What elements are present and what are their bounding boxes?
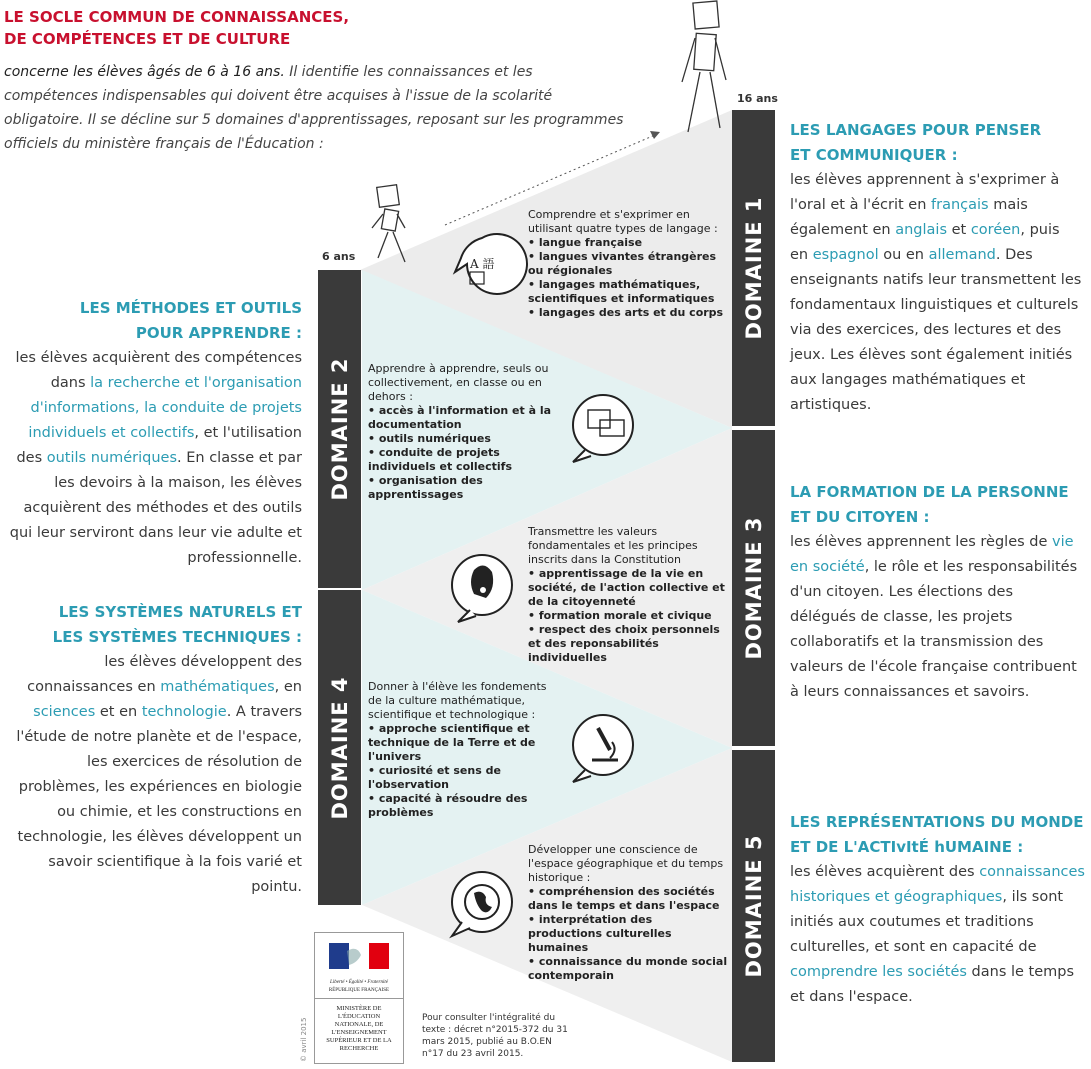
domain-3-label: DOMAINE 3 — [741, 516, 766, 660]
domain-5-intro: Développer une conscience de l'espace géographique et du temps historique : — [528, 843, 724, 884]
side-highlight: comprendre les sociétés — [790, 964, 967, 980]
domain-4-item: • curiosité et sens de l'observation — [368, 764, 501, 791]
domain-5-item: • interprétation des productions culturelles humaines — [528, 913, 672, 954]
intro-title-line1: LE SOCLE COMMUN DE CONNAISSANCES, — [4, 8, 350, 26]
side-text: , et l'utilisation des — [16, 425, 302, 466]
side-text: ou en — [878, 247, 929, 263]
side-text: . A travers l'étude de notre planète et de l'espace, les exercices de résolution de problèmes, les expériences en biologie ou chimie, et les constructions en technologie, les élèves développent un savoir scientifique à la fois varié et pointu. — [16, 704, 302, 895]
domain-4-bar — [318, 590, 361, 905]
domain-5-side-title2: ET DE L'ACTIvItÉ hUMAINE : — [790, 838, 1024, 856]
intro-title-line2: DE COMPÉTENCES ET DE CULTURE — [4, 30, 291, 48]
side-text: , ils sont initiés aux coutumes et traditions culturelles, et sont en capacité de — [790, 889, 1064, 955]
child-figure — [372, 185, 405, 262]
copyright-date: © avril 2015 — [300, 1017, 308, 1062]
ministere-label: MINISTÈRE DE L'ÉDUCATION NATIONALE, DE L'ENSEIGNEMENT SUPÉRIEUR ET DE LA RECHERCHE — [326, 1005, 392, 1052]
side-text: dans le temps et dans l'espace. — [790, 964, 1075, 1005]
domain-3-side-title1: LA FORMATION DE LA PERSONNE — [790, 483, 1069, 501]
side-text: , en — [274, 679, 302, 695]
marianne-logo-icon — [315, 939, 403, 979]
side-highlight: coréen — [970, 222, 1021, 238]
side-text: les élèves développent des connaissances en — [27, 654, 302, 695]
side-text: , le rôle et les responsabilités d'un citoyen. Les élections des délégués de classe, les projets collaboratifs et la transmission des valeurs de l'école française contribuent à leurs connaissances et savoirs. — [790, 559, 1078, 700]
intro-lead: concerne les élèves âgés de 6 à 16 ans. — [4, 64, 285, 80]
domain-2-side — [4, 296, 302, 571]
domain-2-item: • conduite de projets individuels et collectifs — [368, 446, 513, 473]
side-text: les élèves acquièrent des — [790, 864, 980, 880]
domain-3-bar — [732, 430, 775, 746]
side-highlight: anglais — [895, 222, 947, 238]
domain-1-text — [528, 208, 728, 320]
ministry-logo — [314, 932, 404, 1064]
domain-2-side-title1: LES MÉTHODES ET OUTILS — [79, 299, 302, 317]
domain-4-label: DOMAINE 4 — [327, 675, 352, 820]
domain-3-side-title2: ET DU CITOYEN : — [790, 508, 930, 526]
svg-text:A 語: A 語 — [470, 257, 495, 271]
domain-2-item: • outils numériques — [368, 432, 491, 445]
domain-3-text — [528, 525, 728, 665]
domain-2-item: • accès à l'information et à la documentation — [368, 404, 552, 431]
domain-1-label: DOMAINE 1 — [741, 196, 766, 340]
domain-4-side — [4, 600, 302, 900]
age-end: 16 ans — [737, 92, 778, 105]
side-text: et en — [95, 704, 142, 720]
domain-3-intro: Transmettre les valeurs fondamentales et les principes inscrits dans la Constitution — [528, 525, 698, 566]
domain-3-item: • formation morale et civique — [528, 609, 712, 622]
domain-5-item: • connaissance du monde social contemporain — [528, 955, 728, 982]
motto: Liberté • Égalité • Fraternité — [330, 980, 388, 985]
intro-rest: Il identifie les connaissances et les compétences indispensables qui doivent être acquises à l'issue de la scolarité obligatoire. Il se décline sur 5 domaines d'apprentissages, reposant sur les programmes officiels du ministère français de l'Éducation : — [4, 64, 624, 152]
domain-3-side — [790, 480, 1082, 705]
side-text: les élèves acquièrent des compétences dans — [15, 350, 302, 391]
side-highlight: allemand — [928, 247, 996, 263]
domain-1-item: • langue française — [528, 236, 643, 249]
side-text: les élèves apprennent les règles de — [790, 534, 1053, 550]
side-highlight: outils numériques — [46, 450, 178, 466]
side-text: les élèves apprennent à s'exprimer à l'oral et à l'écrit en — [790, 172, 1060, 213]
side-text: mais également en — [790, 197, 1028, 238]
age-start: 6 ans — [322, 250, 356, 263]
domain-2-item: • organisation des apprentissages — [368, 474, 483, 501]
footnote: Pour consulter l'intégralité du texte : décret n°2015-372 du 31 mars 2015, publié au B.O.EN n°17 du 23 avril 2015. — [422, 1013, 568, 1059]
domain-2-side-title2: POUR APPRENDRE : — [135, 324, 302, 342]
side-highlight: la recherche et l'organisation d'informations, la conduite de projets individuels et collectifs — [28, 375, 302, 441]
side-text: et — [947, 222, 971, 238]
domain-5-bar — [732, 750, 775, 1062]
domain-4-item: • approche scientifique et technique de la Terre et de l'univers — [368, 722, 536, 763]
side-highlight: sciences — [33, 704, 96, 720]
side-highlight: vie en société — [790, 534, 1074, 575]
domain-4-text — [368, 680, 563, 820]
domain-1-side-title2: ET COMMUNIQUER : — [790, 146, 958, 164]
domain-1-intro: Comprendre et s'exprimer en utilisant quatre types de langage : — [528, 208, 718, 235]
domain-5-item: • compréhension des sociétés dans le temps et dans l'espace — [528, 885, 720, 912]
teen-figure — [682, 1, 726, 132]
domain-5-side-title1: LES REPRÉSENTATIONS DU MONDE — [790, 813, 1084, 831]
domain-5-label: DOMAINE 5 — [741, 834, 766, 978]
side-highlight: français — [931, 197, 989, 213]
domain-1-item: • langues vivantes étrangères ou régionales — [528, 250, 717, 277]
side-text: . Des enseignants natifs leur transmettent les fondamentaux linguistiques et culturels via des exercices, des lectures et des jeux. Les élèves sont également initiés aux langages mathématiques et artistiques. — [790, 247, 1082, 413]
domain-1-bar — [732, 110, 775, 426]
side-highlight: technologie — [141, 704, 227, 720]
domain-2-label: DOMAINE 2 — [327, 357, 352, 501]
domain-4-side-title1: LES SYSTÈMES NATURELS ET — [58, 603, 302, 621]
domain-4-side-title2: LES SYSTÈMES TECHNIQUES : — [52, 628, 302, 646]
domain-1-side-title1: LES LANGAGES POUR PENSER — [790, 121, 1042, 139]
side-highlight: connaissances historiques et géographiques — [790, 864, 1085, 905]
domain-2-bar — [318, 270, 361, 588]
domain-4-intro: Donner à l'élève les fondements de la culture mathématique, scientifique et technologique : — [368, 680, 547, 721]
domain-1-item: • langages des arts et du corps — [528, 306, 724, 319]
domain-5-side — [790, 810, 1086, 1010]
republic-label: RÉPUBLIQUE FRANÇAISE — [315, 987, 403, 999]
domain-1-item: • langages mathématiques, scientifiques et informatiques — [528, 278, 715, 305]
domain-1-side — [790, 118, 1082, 418]
domain-2-text — [368, 362, 563, 502]
side-highlight: mathématiques — [160, 679, 275, 695]
domain-3-item: • respect des choix personnels et des reponsabilités individuelles — [528, 623, 720, 664]
domain-5-text — [528, 843, 728, 983]
domain-2-intro: Apprendre à apprendre, seuls ou collectivement, en classe ou en dehors : — [368, 362, 549, 403]
domain-3-item: • apprentissage de la vie en société, de l'action collective et de la citoyenneté — [528, 567, 725, 608]
side-highlight: espagnol — [812, 247, 879, 263]
side-text: . En classe et par les devoirs à la maison, les élèves acquièrent des méthodes et des outils qui leur serviront dans leur vie adulte et professionnelle. — [9, 450, 302, 566]
side-text: , puis en — [790, 222, 1060, 263]
domain-4-item: • capacité à résoudre des problèmes — [368, 792, 528, 819]
